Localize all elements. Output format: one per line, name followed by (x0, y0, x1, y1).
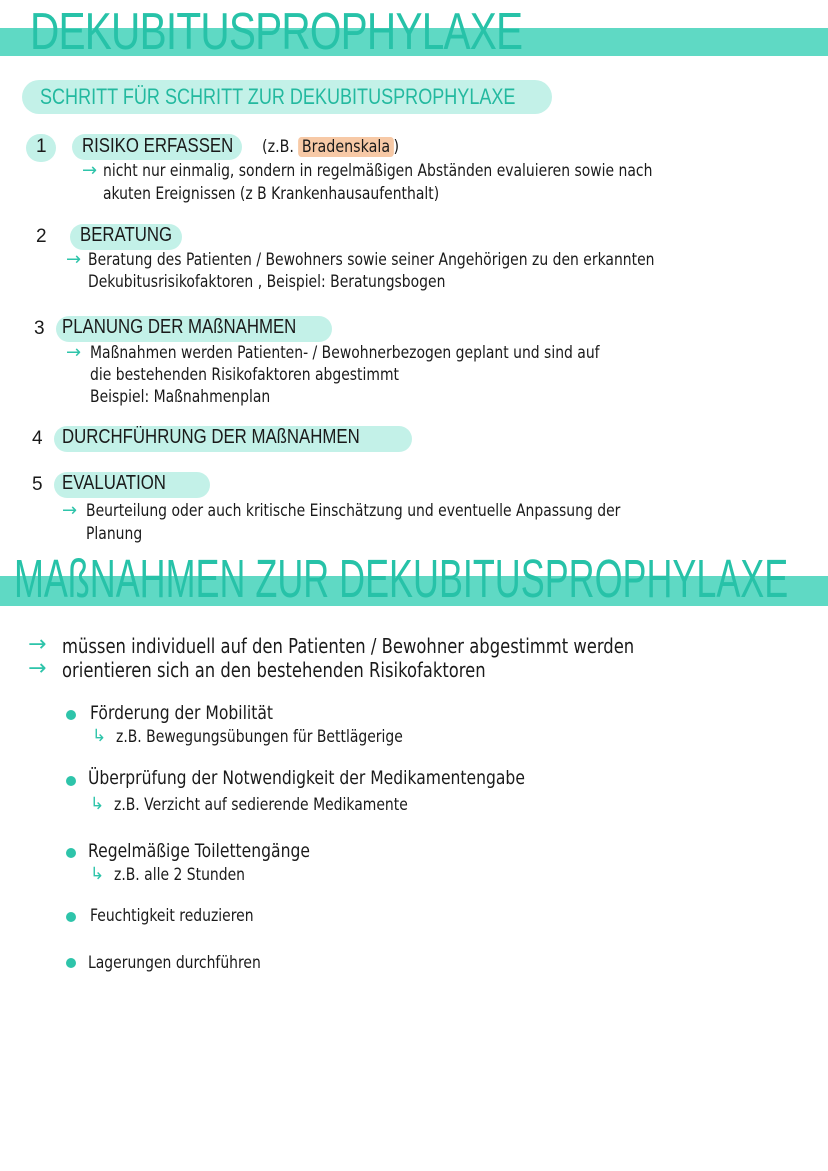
measure-example: z.B. alle 2 Stunden (114, 865, 246, 885)
step-2-title: BERATUNG (80, 224, 173, 246)
step-1-title: RISIKO ERFASSEN (82, 135, 234, 157)
return-arrow-icon: ↳ (90, 864, 105, 884)
arrow-icon: → (28, 632, 47, 657)
step-1-hint-prefix: (z.B. (262, 137, 294, 157)
step-2-line: Dekubitusrisikofaktoren , Beispiel: Beratungsbogen (88, 272, 446, 292)
return-arrow-icon: ↳ (92, 726, 107, 746)
measure-item: Überprüfung der Notwendigkeit der Medikamentengabe (88, 767, 525, 789)
step-5-line: Beurteilung oder auch kritische Einschätzung und eventuelle Anpassung der (86, 501, 621, 521)
step-4-number: 4 (32, 428, 43, 449)
step-1-number: 1 (36, 136, 47, 157)
arrow-icon: → (66, 342, 82, 363)
step-3-line: Beispiel: Maßnahmenplan (90, 387, 271, 407)
arrow-icon: → (28, 656, 47, 681)
arrow-icon: → (82, 160, 98, 181)
step-3-line: Maßnahmen werden Patienten- / Bewohnerbezogen geplant und sind auf (90, 343, 600, 363)
step-1-hint-suffix: ) (393, 137, 400, 157)
step-1-line: akuten Ereignissen (z B Krankenhausaufenthalt) (103, 184, 440, 204)
subtitle: SCHRITT FÜR SCHRITT ZUR DEKUBITUSPROPHYLAXE (40, 84, 516, 109)
measure-example: z.B. Verzicht auf sedierende Medikamente (114, 795, 408, 815)
step-1-hint (262, 137, 399, 157)
step-5-title: EVALUATION (62, 472, 166, 494)
step-3-line: die bestehenden Risikofaktoren abgestimmt (90, 365, 400, 385)
step-5-line: Planung (86, 524, 143, 544)
step-2-line: Beratung des Patienten / Bewohners sowie seiner Angehörigen zu den erkannten (88, 250, 655, 270)
bullet-icon (66, 958, 76, 968)
page-title: DEKUBITUSPROPHYLAXE (30, 3, 523, 61)
step-2-number: 2 (36, 226, 47, 247)
arrow-icon: → (62, 500, 78, 521)
measure-item: Regelmäßige Toilettengänge (88, 840, 310, 862)
intro-line: orientieren sich an den bestehenden Risikofaktoren (62, 658, 486, 682)
measure-item: Lagerungen durchführen (88, 953, 261, 973)
return-arrow-icon: ↳ (90, 794, 105, 814)
measure-example: z.B. Bewegungsübungen für Bettlägerige (116, 727, 403, 747)
bullet-icon (66, 848, 76, 858)
arrow-icon: → (66, 249, 82, 270)
step-5-number: 5 (32, 474, 43, 495)
bullet-icon (66, 912, 76, 922)
step-1-line: nicht nur einmalig, sondern in regelmäßigen Abständen evaluieren sowie nach (103, 161, 653, 181)
measure-item: Feuchtigkeit reduzieren (90, 906, 254, 926)
step-3-title: PLANUNG DER MAßNAHMEN (62, 316, 297, 338)
bradenskala-highlight: Bradenskala (298, 137, 393, 157)
step-4-title: DURCHFÜHRUNG DER MAßNAHMEN (62, 426, 360, 448)
bullet-icon (66, 710, 76, 720)
step-3-number: 3 (34, 318, 45, 339)
section2-title: MAßNAHMEN ZUR DEKUBITUSPROPHYLAXE (14, 549, 789, 609)
measure-item: Förderung der Mobilität (90, 702, 274, 724)
bullet-icon (66, 776, 76, 786)
intro-line: müssen individuell auf den Patienten / Bewohner abgestimmt werden (62, 634, 635, 658)
